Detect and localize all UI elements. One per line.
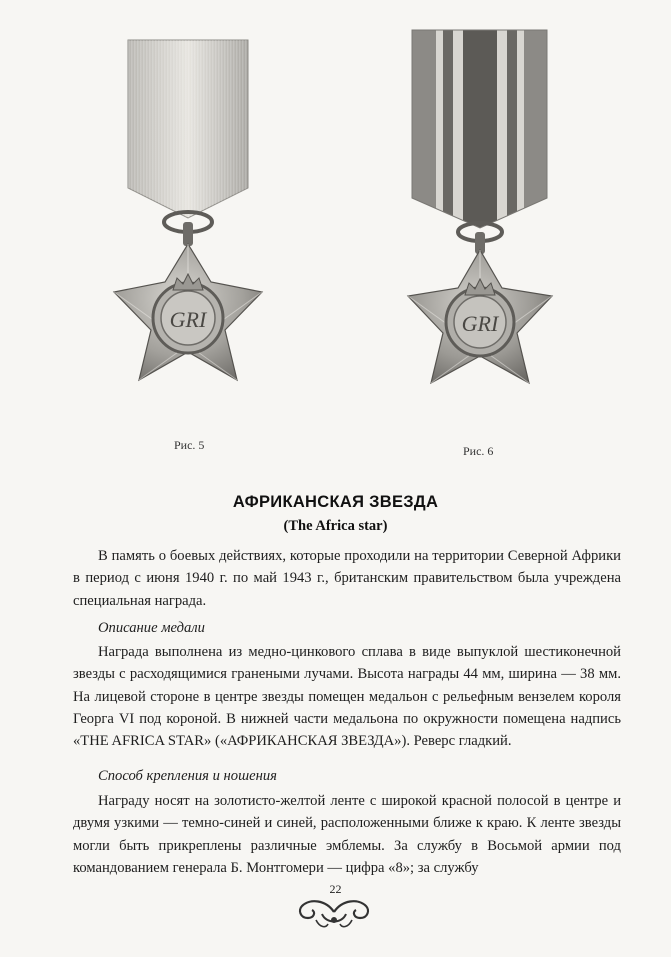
medal-figure-6 [385,28,575,428]
page-number: 22 [329,882,342,896]
figure-caption-6: Рис. 6 [463,444,494,458]
description-paragraph [73,641,621,752]
intro-text: В память о боевых действиях, которые проходили на территории Северной Африки в период с июня 1940 г. по май 1943 г., британским правительством была учреждена специальная награда. [73,548,621,609]
ornament-icon [296,890,372,930]
wearing-paragraph [73,790,621,879]
figure-caption-5: Рис. 5 [174,438,205,452]
section-subtitle: (The Africa star) [283,518,388,534]
description-text: Награда выполнена из медно-цинкового сплава в виде выпуклой шестиконечной звезды с расходящимися гранеными лучами. Высота награды 44 мм, ширина — 38 мм. На лицевой стороне в центре звезды помещен медальон с рельефным вензелем короля Георга VI под короной. В нижней части медальона по окружности помещена надпись «THE AFRICA STAR» («АФРИКАНСКАЯ ЗВЕЗДА»). Реверс гладкий. [73,644,621,750]
royal-cipher: GRI [169,307,207,332]
intro-paragraph [73,545,621,612]
royal-cipher: GRI [461,311,499,336]
ribbon [412,30,547,230]
wearing-heading: Способ крепления и ношения [98,768,277,784]
section-title: АФРИКАНСКАЯ ЗВЕЗДА [232,493,439,511]
medal-figure-5 [95,30,295,430]
description-heading: Описание медали [98,620,205,636]
wearing-text: Награду носят на золотисто-желтой ленте с широкой красной полосой в центре и двумя узкими — темно-синей и синей, расположенными ближе к краю. К ленте звезды могли быть прикреплены различные эмблемы. За службу в Восьмой армии под командованием генерала Б. Монтгомери — цифра «8»; за службу [73,793,621,876]
